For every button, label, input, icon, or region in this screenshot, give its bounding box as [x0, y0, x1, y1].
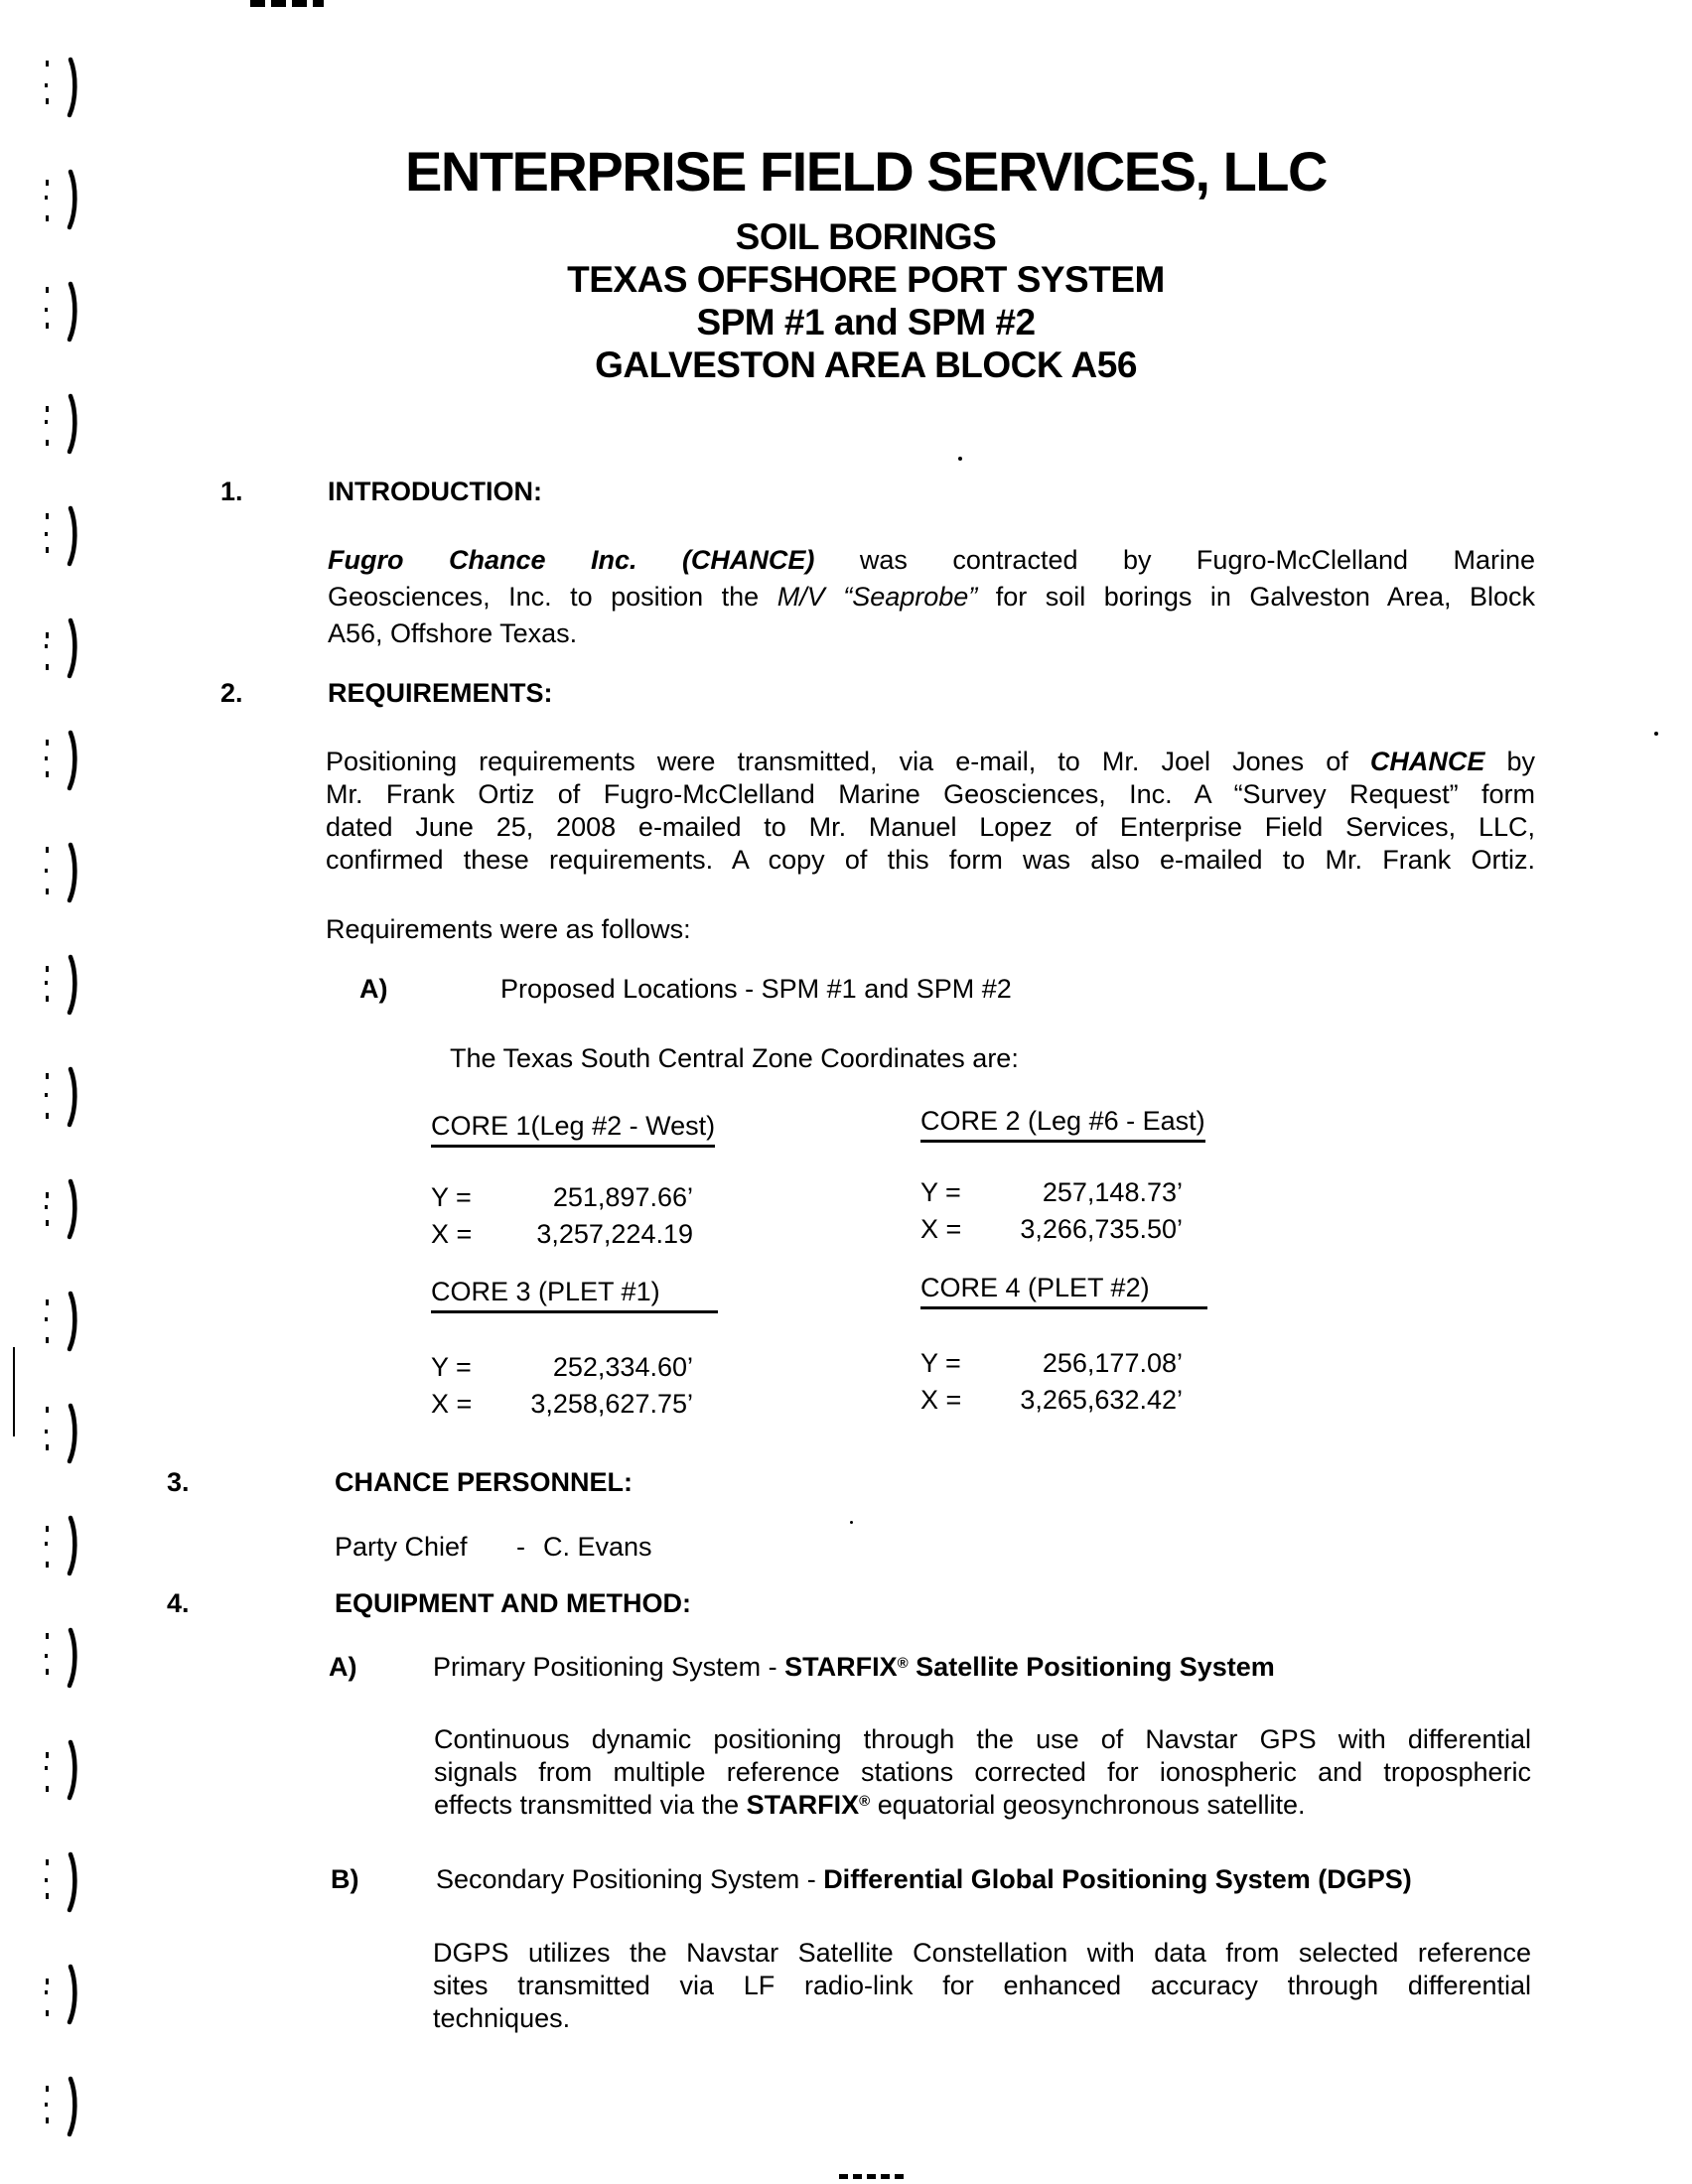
personnel-separator: -	[516, 1532, 525, 1562]
core-2-x-row	[920, 1214, 1183, 1244]
item-a-text: Proposed Locations - SPM #1 and SPM #2	[500, 974, 1012, 1004]
section-1-number: 1.	[220, 477, 243, 506]
scan-artifact-speck	[850, 1521, 853, 1524]
scan-artifact-bracket	[40, 842, 79, 903]
secondary-system-text: Secondary Positioning System -	[436, 1864, 824, 1894]
req-text: dated June 25, 2008 e-mailed to Mr. Manuel Lopez of Enterprise Field Services, LLC,	[326, 812, 1535, 842]
scan-artifact-speck	[958, 457, 962, 461]
scan-artifact-bracket	[40, 1178, 79, 1240]
starfix-brand: STARFIX	[746, 1790, 860, 1820]
core-3-title: CORE 3 (PLET #1)	[431, 1277, 718, 1313]
core-4-block	[920, 1273, 1207, 1415]
primary-system-paragraph	[434, 1723, 1531, 1822]
item-b-label: B)	[331, 1864, 359, 1894]
primary-para-text: equatorial geosynchronous satellite.	[870, 1790, 1306, 1820]
dgps-bold: Differential Global Positioning System (DGPS)	[823, 1864, 1412, 1894]
core-1-title: CORE 1(Leg #2 - West)	[431, 1111, 715, 1148]
primary-system-text: Primary Positioning System -	[433, 1652, 785, 1682]
secondary-para-text: techniques.	[433, 2003, 571, 2033]
scan-artifact-bracket	[40, 1291, 79, 1352]
section-4-number: 4.	[167, 1588, 190, 1618]
req-text: Positioning requirements were transmitted, via e-mail, to Mr. Joel Jones of	[326, 747, 1370, 776]
primary-para-text: effects transmitted via the	[434, 1790, 747, 1820]
core-4-x-value: 3,265,632.42’	[1020, 1385, 1183, 1415]
core-1-y-value: 251,897.66’	[552, 1182, 693, 1212]
personnel-name: C. Evans	[543, 1532, 652, 1562]
subtitle-port-system: TEXAS OFFSHORE PORT SYSTEM	[567, 259, 1165, 300]
scan-artifact-bracket	[40, 1851, 79, 1913]
scan-artifact-bracket	[40, 617, 79, 679]
scan-artifact-bracket	[40, 1066, 79, 1128]
section-2-heading: REQUIREMENTS:	[328, 678, 553, 708]
coord-label-x: X =	[920, 1214, 962, 1244]
scan-artifact-bracket	[40, 954, 79, 1016]
primary-para-text: Continuous dynamic positioning through the use of Navstar GPS with differential	[434, 1724, 1531, 1754]
intro-text: for soil borings in Galveston Area, Block	[977, 582, 1535, 612]
core-3-y-value: 252,334.60’	[552, 1352, 693, 1382]
coord-label-y: Y =	[920, 1177, 961, 1207]
req-text: Mr. Frank Ortiz of Fugro-McClelland Marine Geosciences, Inc. A “Survey Request” form	[326, 779, 1535, 809]
subtitle-block: GALVESTON AREA BLOCK A56	[595, 344, 1137, 385]
core-4-title: CORE 4 (PLET #2)	[920, 1273, 1207, 1309]
req-text: by	[1484, 747, 1535, 776]
personnel-role: Party Chief	[335, 1532, 468, 1562]
core-3-y-row	[431, 1352, 693, 1382]
primary-system-heading	[433, 1652, 1275, 1683]
coord-label-y: Y =	[431, 1352, 472, 1382]
secondary-para-text: DGPS utilizes the Navstar Satellite Constellation with data from selected reference	[433, 1938, 1531, 1968]
requirements-paragraph	[326, 746, 1535, 877]
scan-artifact-speck	[1654, 732, 1658, 736]
scan-artifact-bracket	[40, 2076, 79, 2137]
coord-label-y: Y =	[920, 1348, 961, 1378]
core-2-block	[920, 1106, 1205, 1244]
core-1-x-value: 3,257,224.19	[536, 1219, 693, 1249]
core-1-block	[431, 1111, 716, 1249]
core-2-y-value: 257,148.73’	[1042, 1177, 1183, 1207]
secondary-system-paragraph	[433, 1937, 1531, 2035]
section-2-number: 2.	[220, 678, 243, 708]
requirements-follows: Requirements were as follows:	[326, 914, 691, 944]
scan-artifact-bracket	[40, 505, 79, 567]
primary-para-text	[434, 1789, 1306, 1822]
section-4-heading: EQUIPMENT AND METHOD:	[335, 1588, 691, 1618]
registered-trademark-symbol: ®	[859, 1793, 871, 1810]
core-2-title: CORE 2 (Leg #6 - East)	[920, 1106, 1205, 1143]
chance-bold: CHANCE	[1369, 747, 1485, 776]
core-4-y-row	[920, 1348, 1183, 1378]
starfix-system-text: Satellite Positioning System	[908, 1652, 1275, 1682]
scan-artifact-left-line	[13, 1347, 15, 1436]
coord-label-x: X =	[431, 1219, 473, 1249]
core-4-y-value: 256,177.08’	[1042, 1348, 1183, 1378]
intro-text: A56, Offshore Texas.	[328, 618, 578, 648]
intro-bold-italic: Fugro Chance Inc. (CHANCE)	[328, 545, 815, 575]
core-2-x-value: 3,266,735.50’	[1020, 1214, 1183, 1244]
secondary-system-heading	[436, 1864, 1412, 1895]
primary-para-text: signals from multiple reference stations corrected for ionospheric and tropospheric	[434, 1757, 1531, 1787]
scan-artifact-top-dashes	[250, 0, 324, 7]
intro-paragraph	[328, 542, 1535, 652]
core-3-x-value: 3,258,627.75’	[530, 1389, 693, 1419]
subtitle-soil-borings: SOIL BORINGS	[735, 216, 997, 257]
item-a-label: A)	[329, 1652, 357, 1682]
core-4-x-row	[920, 1385, 1183, 1415]
intro-text: was contracted by Fugro-McClelland Marine	[814, 545, 1536, 575]
section-3-heading: CHANCE PERSONNEL:	[335, 1467, 634, 1497]
scan-artifact-bracket	[40, 1627, 79, 1689]
vessel-name: M/V “Seaprobe”	[776, 582, 978, 612]
scan-artifact-bracket	[40, 1739, 79, 1801]
core-3-block	[431, 1277, 718, 1419]
scan-artifact-bottom-dashes	[839, 2174, 905, 2179]
scan-artifact-bracket	[40, 393, 79, 455]
secondary-para-text: sites transmitted via LF radio-link for enhanced accuracy through differential	[433, 1971, 1531, 2000]
section-3-number: 3.	[167, 1467, 190, 1497]
core-1-x-row	[431, 1219, 693, 1249]
subtitle-spm: SPM #1 and SPM #2	[696, 302, 1036, 342]
item-a-label: A)	[359, 974, 388, 1004]
core-2-y-row	[920, 1177, 1183, 1207]
scan-artifact-bracket	[40, 1515, 79, 1576]
intro-text: Geosciences, Inc. to position the	[328, 582, 777, 612]
starfix-brand: STARFIX	[784, 1652, 898, 1682]
coord-label-x: X =	[920, 1385, 962, 1415]
core-1-y-row	[431, 1182, 693, 1212]
core-3-x-row	[431, 1389, 693, 1419]
coordinates-intro: The Texas South Central Zone Coordinates are:	[450, 1043, 1019, 1073]
coord-label-x: X =	[431, 1389, 473, 1419]
registered-trademark-symbol: ®	[897, 1655, 909, 1672]
req-text: confirmed these requirements. A copy of this form was also e-mailed to Mr. Frank Ortiz.	[326, 845, 1535, 875]
scan-artifact-bracket	[40, 1964, 79, 2025]
scan-artifact-bracket	[40, 1403, 79, 1464]
coord-label-y: Y =	[431, 1182, 472, 1212]
section-1-heading: INTRODUCTION:	[328, 477, 542, 506]
page-title: ENTERPRISE FIELD SERVICES, LLC	[405, 140, 1327, 203]
scan-artifact-bracket	[40, 730, 79, 791]
scan-artifact-bracket	[40, 57, 79, 118]
